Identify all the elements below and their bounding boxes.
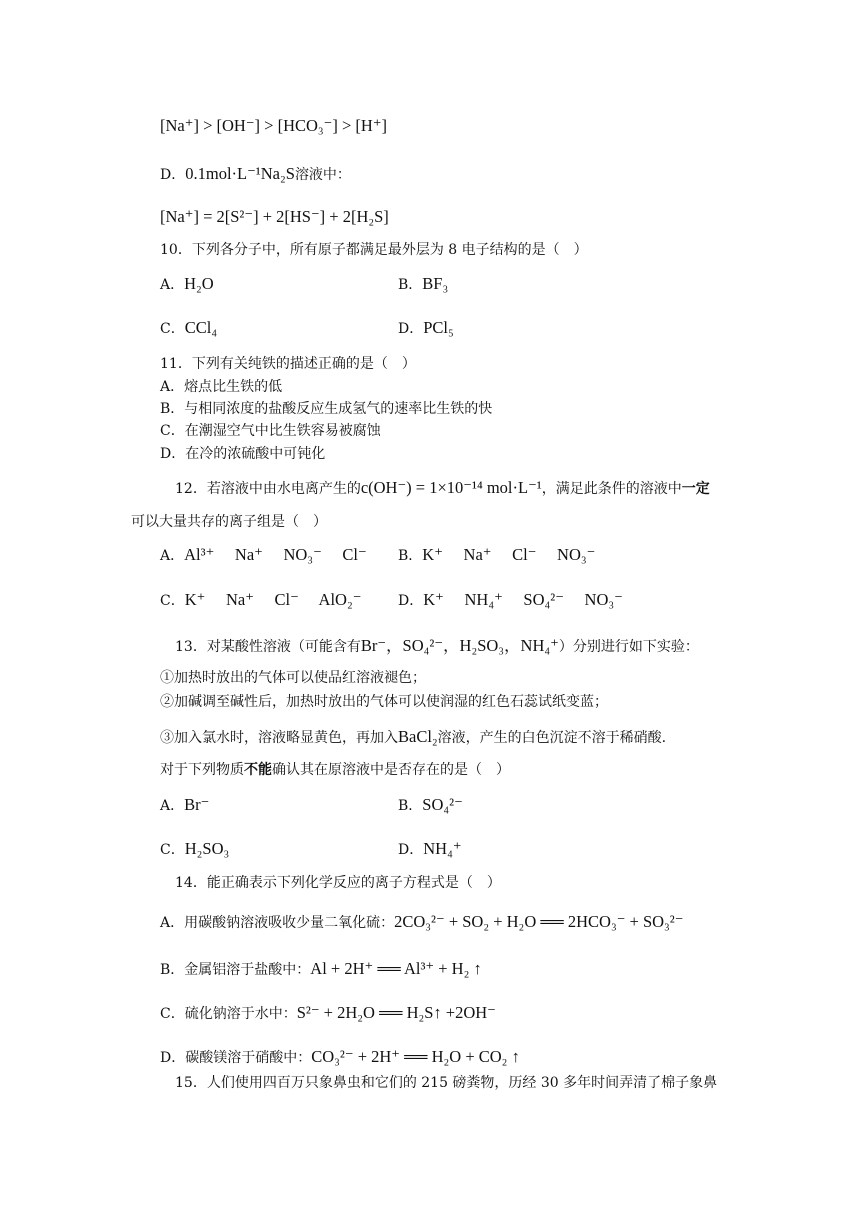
text: ）分别进行如下实验： xyxy=(558,639,699,655)
text: 12．若溶液中由水电离产生的 xyxy=(175,481,361,497)
q10-option-b xyxy=(398,276,448,293)
question-10: 10．下列各分子中，所有原子都满足最外层为 8 电子结构的是（ ） xyxy=(160,242,588,258)
q14-option-d xyxy=(160,1049,520,1066)
option-value: K⁺ NH₄⁺ SO₄²⁻ NO₃⁻ xyxy=(423,590,623,609)
formula: BaCl₂ xyxy=(398,727,438,746)
formula: Br⁻，SO₄²⁻，H₂SO₃，NH₄⁺ xyxy=(360,636,559,655)
question-14: 14．能正确表示下列化学反应的离子方程式是（ ） xyxy=(175,875,501,891)
q12-option-c xyxy=(160,592,361,609)
q12-option-a xyxy=(160,547,367,564)
option-label: D． xyxy=(398,842,424,858)
option-label: D． xyxy=(398,593,424,609)
q14-option-a xyxy=(160,914,683,931)
text: 13．对某酸性溶液（可能含有 xyxy=(175,639,361,655)
formula: c(OH⁻) = 1×10⁻¹⁴ mol·L⁻¹ xyxy=(360,478,542,497)
option-label: D． xyxy=(398,321,424,337)
q12-option-d xyxy=(398,592,623,609)
option-label: C．硫化钠溶于水中： xyxy=(160,1006,297,1022)
option-label: A． xyxy=(160,277,185,293)
q14-option-b xyxy=(160,961,482,978)
option-label: C． xyxy=(160,321,185,337)
option-value: K⁺ Na⁺ Cl⁻ AlO₂⁻ xyxy=(184,590,362,609)
question-13 xyxy=(175,638,699,655)
q13-step-2: ②加碱调至碱性后，加热时放出的气体可以使润湿的红色石蕊试纸变蓝； xyxy=(160,694,608,710)
option-label: D．碳酸镁溶于硝酸中： xyxy=(160,1050,312,1066)
q10-option-c xyxy=(160,320,217,337)
option-value: CCl₄ xyxy=(184,318,218,337)
q13-step-1: ①加热时放出的气体可以使品红溶液褪色； xyxy=(160,670,426,686)
emphasis: 不能 xyxy=(244,762,272,778)
equation: CO₃²⁻ + 2H⁺ ══ H₂O + CO₂ ↑ xyxy=(311,1047,520,1066)
q13-option-a xyxy=(160,797,209,814)
option-label: D． xyxy=(160,167,186,183)
option-label: C． xyxy=(160,842,185,858)
emphasis: 一定 xyxy=(681,481,710,497)
option-value: Al³⁺ Na⁺ NO₃⁻ Cl⁻ xyxy=(184,545,367,564)
option-label: B． xyxy=(398,548,423,564)
question-12-line1 xyxy=(175,480,710,497)
option-label: A． xyxy=(160,548,185,564)
equation: S²⁻ + 2H₂O ══ H₂S↑ +2OH⁻ xyxy=(296,1003,496,1022)
option-value: NH₄⁺ xyxy=(423,839,462,858)
question-15: 15．人们使用四百万只象鼻虫和它们的 215 磅粪物，历经 30 多年时间弄清了棉子象鼻 xyxy=(175,1075,718,1091)
q13-option-d xyxy=(398,841,462,858)
q14-option-c xyxy=(160,1005,496,1022)
q10-option-a xyxy=(160,276,214,293)
option-label: A． xyxy=(160,798,185,814)
option-value: K⁺ Na⁺ Cl⁻ NO₃⁻ xyxy=(422,545,596,564)
text: ③加入氯水时，溶液略显黄色，再加入 xyxy=(160,730,398,746)
q13-step-3 xyxy=(160,729,666,746)
option-label: B．金属铝溶于盐酸中： xyxy=(160,962,311,978)
option-value: SO₄²⁻ xyxy=(422,795,463,814)
option-value: Br⁻ xyxy=(184,795,210,814)
q13-option-c xyxy=(160,841,229,858)
option-label: B． xyxy=(398,277,423,293)
text: 确认其在原溶液中是否存在的是（ ） xyxy=(272,762,510,778)
formula: 0.1mol·L⁻¹Na₂S xyxy=(185,164,295,183)
text: ，满足此条件的溶液中 xyxy=(541,481,682,497)
option-label: C． xyxy=(160,593,185,609)
equation: 2CO₃²⁻ + SO₂ + H₂O ══ 2HCO₃⁻ + SO₃²⁻ xyxy=(394,912,684,931)
option-value: BF₃ xyxy=(422,274,449,293)
option-label: B． xyxy=(398,798,423,814)
q10-option-d xyxy=(398,320,454,337)
q11-option-b: B．与相同浓度的盐酸反应生成氢气的速率比生铁的快 xyxy=(160,401,493,417)
q12-option-b xyxy=(398,547,595,564)
q11-option-c: C．在潮湿空气中比生铁容易被腐蚀 xyxy=(160,423,381,439)
text: 溶液中： xyxy=(294,167,351,183)
question-11: 11．下列有关纯铁的描述正确的是（ ） xyxy=(160,356,416,372)
option-value: PCl₅ xyxy=(423,318,454,337)
q13-prompt xyxy=(160,763,510,777)
text: 溶液，产生的白色沉淀不溶于稀硝酸. xyxy=(437,730,667,746)
q13-option-b xyxy=(398,797,463,814)
option-value: H₂O xyxy=(184,274,214,293)
text: 对于下列物质 xyxy=(160,762,244,778)
option-value: H₂SO₃ xyxy=(184,839,230,858)
option-label: A．用碳酸钠溶液吸收少量二氧化硫： xyxy=(160,915,395,931)
equation: Al + 2H⁺ ══ Al³⁺ + H₂ ↑ xyxy=(310,959,482,978)
question-12-line2: 可以大量共存的离子组是（ ） xyxy=(131,514,327,530)
equation-line: [Na⁺] = 2[S²⁻] + 2[HS⁻] + 2[H₂S] xyxy=(160,207,389,226)
q11-option-a: A．熔点比生铁的低 xyxy=(160,379,283,395)
option-d-line xyxy=(160,166,351,183)
inequality-line: [Na⁺] > [OH⁻] > [HCO₃⁻] > [H⁺] xyxy=(160,116,388,135)
q11-option-d: D．在冷的浓硫酸中可钝化 xyxy=(160,446,326,462)
